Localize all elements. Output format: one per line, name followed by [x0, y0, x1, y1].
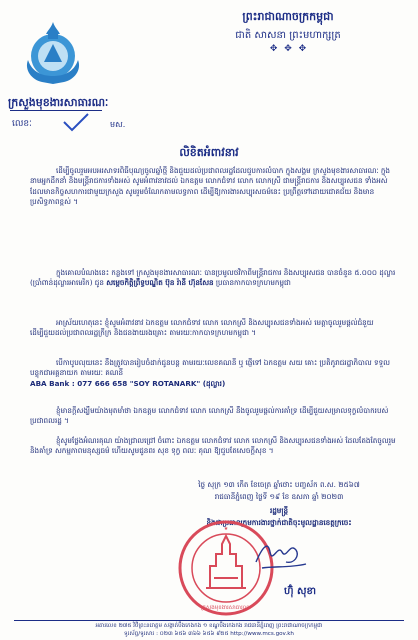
ministry-name: ក្រសួងមុខងារសាធារណៈ	[8, 96, 109, 109]
signer-role-1: រដ្ឋមន្ត្រី	[269, 506, 289, 515]
paragraph-2	[30, 268, 400, 289]
date-lunar: ថ្ងៃ សុក្រ ១៣ កើត ខែចេត្រ ឆ្នាំថោះ បញ្ចស័ក ព.ស. ២៥៦៧	[198, 480, 360, 489]
national-motto: ជាតិ សាសនា ព្រះមហាក្សត្រ	[235, 30, 341, 41]
bank-account: ABA Bank : 077 666 658 "SOY ROTANARK" (ដុល្លារ)	[30, 378, 226, 388]
paragraph-4	[30, 358, 400, 389]
paragraph-4-text: បើកាបូបលុយនេះ នឹងត្រូវបានរៀបចំដាក់ជូនបន្ត តាមរយៈលេខគណនី ឬ ផ្ញើទៅ ឯកឧត្តម សយ គោះ ប្រតិភូរាជរដ្ឋាភិបាល ទទួលបន្ទុកជាអគ្គនាយក តាមរយៈ គណនី	[30, 358, 390, 378]
motto-ornament-icon: ✥ ✥ ✥	[269, 44, 309, 54]
date-solar: រាជធានីភ្នំពេញ ថ្ងៃទី ១៩ ខែ ឧសភា ឆ្នាំ ២០២៣	[214, 492, 344, 501]
handwritten-signature	[250, 530, 310, 584]
document-title: លិខិតអំពាវនាវ	[179, 146, 239, 159]
footer-divider	[14, 620, 404, 621]
paragraph-6: ខ្ញុំសូមថ្លែងអំណរគុណ យ៉ាងជ្រាលជ្រៅ ចំពោះ ឯកឧត្តម លោកជំទាវ លោក លោកស្រី និងសប្បុរសជនទាំងអស់ ដែលតែងតែចូលរួម និងគាំទ្រ សកម្មភាពមនុស្សធម៌ ហើយសូមជូនពរ សុខ ទុក្ខ ពលៈ គុណ ឱ្យជួបតែសេចក្តីសុខ ។	[30, 436, 398, 456]
ministry-emblem	[18, 18, 88, 90]
ref-suffix: មស.	[110, 120, 126, 129]
paragraph-5: ខ្ញុំមានក្តីសង្ឃឹមយ៉ាងមុតមាំថា ឯកឧត្តម លោកជំទាវ លោក លោកស្រី នឹងចូលរួមផ្តល់ការគាំទ្រ ដើម្បីជួយសម្រាលទុក្ខលំបាករបស់ប្រជាពលរដ្ឋ ។	[30, 406, 389, 426]
seal-caption: ក្រសួងមុខងារសាធារណៈ	[200, 605, 252, 611]
paragraph-2-name: សម្តេចកិត្តិព្រឹទ្ធបណ្ឌិត ប៊ុន រ៉ានី ហ៊ុនសែន	[106, 278, 214, 288]
paragraph-2-text: ក្នុងគោលបំណងនេះ កន្លងទៅ ក្រសួងមុខងារសាធារណៈ បានប្រមូលថវិកាពីមន្ត្រីរាជការ និងសប្បុរសជន បានចំនួន ៥.០០០ ដុល្លារ (ប្រាំពាន់ដុល្លារអាមេរិក) ជូន	[30, 268, 398, 288]
kingdom-title: ព្រះរាជាណាចក្រកម្ពុជា	[242, 10, 334, 23]
footer-address: អគារលេខ ២៧៥ វិថីព្រះនរោត្តម សង្កាត់បឹងកេងកង ១ ខណ្ឌបឹងកេងកង រាជធានីភ្នំពេញ ព្រះរាជាណាចក្រកម្ពុជា	[95, 623, 323, 629]
svg-text:★: ★	[223, 526, 229, 532]
signatory-name: ហ៊ុំ សុខា	[284, 586, 317, 597]
ministry-underline	[10, 110, 102, 111]
ref-label: លេខៈ	[12, 119, 32, 129]
paragraph-1: ដើម្បីចូលរួមអបអរសាទរពិធីបុណ្យចូលឆ្នាំថ្មី និងជួយដល់ប្រជាពលរដ្ឋដែលជួបការលំបាក ក្នុងសង្គម ក្រសួងមុខងារសាធារណៈ ក្នុងនាមអ្នកដឹកនាំ និងមន្ត្រីរាជការទាំងអស់ សូមអំពាវនាវដល់ ឯកឧត្តម លោកជំទាវ លោក លោកស្រី ជាមន្ត្រីរាជការ និងសប្បុរសជន ទាំងអស់ ដែលមានកិច្ចសហការជាមួយក្រសួង សូមរួមចំណែកតាមលទ្ធភាព ដើម្បីឱ្យការងារសប្បុរសធម៌នេះ ប្រព្រឹត្តទៅដោយជោគជ័យ និងមានប្រសិទ្ធភាពខ្ពស់ ។	[30, 166, 390, 207]
paragraph-2-end: ប្រធានកាកបាទក្រហមកម្ពុជា	[215, 278, 291, 288]
signer-role-2: និងជាប្រធានក្រុមការងារថ្នាក់ជាតិចុះមូលដ្ឋានខេត្តក្រចេះ	[206, 518, 352, 527]
checkmark-icon	[62, 112, 90, 136]
paragraph-3: អាស្រ័យហេតុនេះ ខ្ញុំសូមអំពាវនាវ ឯកឧត្តម លោកជំទាវ លោក លោកស្រី និងសប្បុរសជនទាំងអស់ មេត្តាចូលរួមផ្តល់ជំនួយ ដើម្បីជួយដល់ប្រជាពលរដ្ឋក្រីក្រ និងជនងាយរងគ្រោះ តាមរយៈកាកបាទក្រហមកម្ពុជា ។	[30, 318, 376, 338]
footer-contact: ទូរស័ព្ទ/ទូរសារ : ០២៣ ៦៥៦ ៣៦៦ ៦៥៦ ៩២៥ http://www.mcs.gov.kh	[124, 631, 294, 637]
